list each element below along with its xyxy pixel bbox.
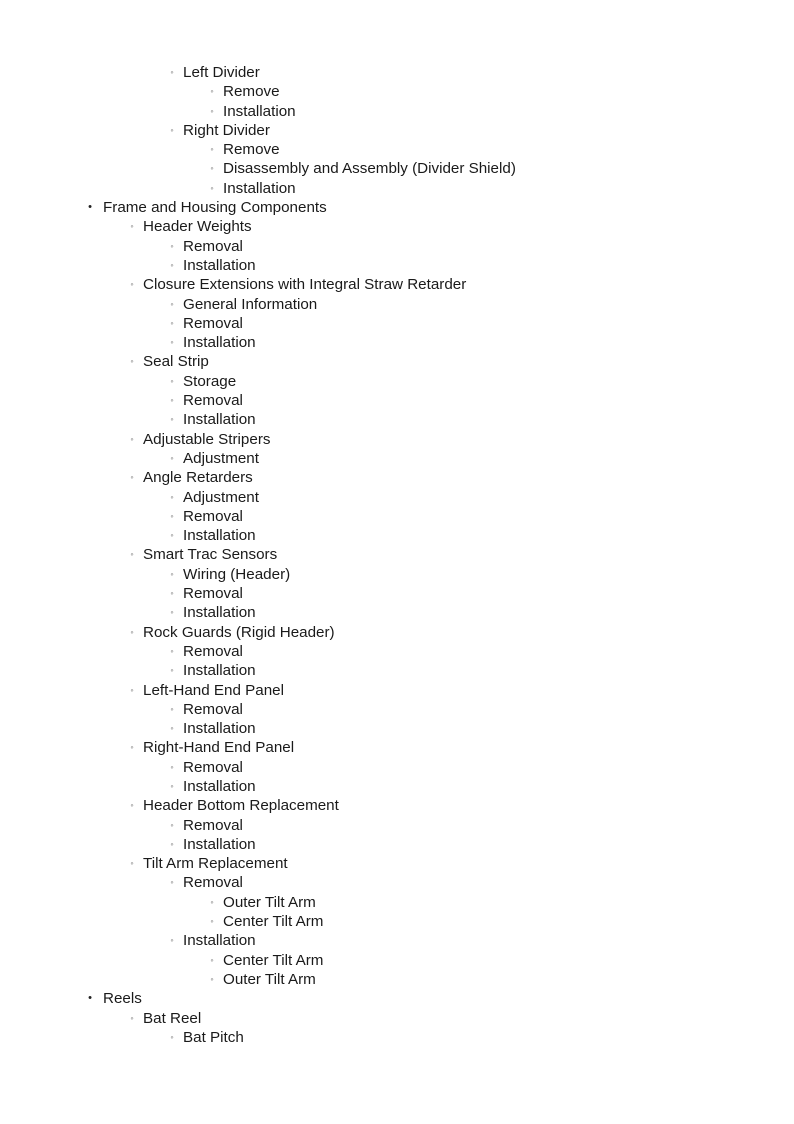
outline-item xyxy=(0,623,794,642)
outline-item-label: Installation xyxy=(183,777,256,795)
outline-item-label: Center Tilt Arm xyxy=(223,913,324,931)
outline-item xyxy=(0,256,794,275)
hollow-bullet-icon: ◦ xyxy=(170,665,174,676)
outline-item-label: Removal xyxy=(183,392,243,410)
outline-item xyxy=(0,816,794,835)
outline-item xyxy=(0,777,794,796)
hollow-bullet-icon: ◦ xyxy=(210,86,214,97)
outline-item xyxy=(0,951,794,970)
outline-item-label: Outer Tilt Arm xyxy=(223,970,316,988)
outline-item xyxy=(0,1009,794,1028)
outline-item xyxy=(0,333,794,352)
outline-item xyxy=(0,912,794,931)
outline-item xyxy=(0,835,794,854)
hollow-bullet-icon: ◦ xyxy=(170,935,174,946)
outline-item-label: Installation xyxy=(183,527,256,545)
outline-item xyxy=(0,63,794,82)
outline-item xyxy=(0,758,794,777)
hollow-bullet-icon: ◦ xyxy=(130,626,134,637)
hollow-bullet-icon: ◦ xyxy=(170,317,174,328)
hollow-bullet-icon: ◦ xyxy=(130,742,134,753)
outline-item-label: Closure Extensions with Integral Straw Retarder xyxy=(143,276,467,294)
hollow-bullet-icon: ◦ xyxy=(170,703,174,714)
outline-item-label: Removal xyxy=(183,642,243,660)
hollow-bullet-icon: ◦ xyxy=(170,819,174,830)
outline-item-label: Angle Retarders xyxy=(143,469,253,487)
outline-item-label: Removal xyxy=(183,700,243,718)
outline-item-label: General Information xyxy=(183,295,318,313)
hollow-bullet-icon: ◦ xyxy=(170,723,174,734)
outline-item xyxy=(0,796,794,815)
hollow-bullet-icon: ◦ xyxy=(210,144,214,155)
outline-item-label: Removal xyxy=(183,758,243,776)
outline-item-label: Wiring (Header) xyxy=(183,565,291,583)
outline-item-label: Right-Hand End Panel xyxy=(143,739,295,757)
hollow-bullet-icon: ◦ xyxy=(170,607,174,618)
outline-item xyxy=(0,430,794,449)
outline-item xyxy=(0,82,794,101)
outline-item xyxy=(0,642,794,661)
hollow-bullet-icon: ◦ xyxy=(170,877,174,888)
hollow-bullet-icon: ◦ xyxy=(170,452,174,463)
bullet-icon: • xyxy=(88,992,92,1005)
hollow-bullet-icon: ◦ xyxy=(210,973,214,984)
outline-item-label: Header Weights xyxy=(143,218,252,236)
outline-item xyxy=(0,545,794,564)
outline-item-label: Remove xyxy=(223,141,280,159)
outline-item xyxy=(0,217,794,236)
outline-item-label: Removal xyxy=(183,507,243,525)
outline-item xyxy=(0,738,794,757)
outline-item-label: Adjustable Stripers xyxy=(143,430,271,448)
outline-item xyxy=(0,970,794,989)
outline-item xyxy=(0,661,794,680)
outline-item-label: Tilt Arm Replacement xyxy=(143,855,288,873)
hollow-bullet-icon: ◦ xyxy=(170,375,174,386)
outline-item xyxy=(0,681,794,700)
outline-item-label: Adjustment xyxy=(183,488,259,506)
outline-item-label: Bat Pitch xyxy=(183,1028,244,1046)
outline-item xyxy=(0,410,794,429)
outline-item-label: Installation xyxy=(183,334,256,352)
outline-item xyxy=(0,179,794,198)
outline-item xyxy=(0,468,794,487)
outline-item-label: Bat Reel xyxy=(143,1009,202,1027)
outline-item-label: Header Bottom Replacement xyxy=(143,797,339,815)
outline-item xyxy=(0,854,794,873)
hollow-bullet-icon: ◦ xyxy=(170,645,174,656)
hollow-bullet-icon: ◦ xyxy=(170,588,174,599)
outline-item-label: Installation xyxy=(223,179,296,197)
hollow-bullet-icon: ◦ xyxy=(130,684,134,695)
outline-item xyxy=(0,526,794,545)
outline-item xyxy=(0,295,794,314)
outline-item xyxy=(0,372,794,391)
outline-item xyxy=(0,565,794,584)
outline-item xyxy=(0,873,794,892)
outline-item xyxy=(0,159,794,178)
outline-item xyxy=(0,275,794,294)
hollow-bullet-icon: ◦ xyxy=(170,838,174,849)
outline-item xyxy=(0,719,794,738)
outline-item xyxy=(0,603,794,622)
outline-item-label: Installation xyxy=(183,604,256,622)
outline-item-label: Removal xyxy=(183,237,243,255)
outline-item xyxy=(0,314,794,333)
hollow-bullet-icon: ◦ xyxy=(170,1031,174,1042)
outline-item xyxy=(0,931,794,950)
hollow-bullet-icon: ◦ xyxy=(170,337,174,348)
hollow-bullet-icon: ◦ xyxy=(170,491,174,502)
outline-item-label: Installation xyxy=(183,835,256,853)
hollow-bullet-icon: ◦ xyxy=(210,163,214,174)
hollow-bullet-icon: ◦ xyxy=(130,549,134,560)
hollow-bullet-icon: ◦ xyxy=(210,896,214,907)
outline-item-label: Installation xyxy=(183,932,256,950)
outline-item xyxy=(0,700,794,719)
outline-item-label: Installation xyxy=(223,102,296,120)
hollow-bullet-icon: ◦ xyxy=(130,472,134,483)
outline-item xyxy=(0,391,794,410)
hollow-bullet-icon: ◦ xyxy=(170,124,174,135)
outline-item xyxy=(0,1028,794,1047)
outline-item xyxy=(0,198,794,217)
hollow-bullet-icon: ◦ xyxy=(210,916,214,927)
outline-item xyxy=(0,893,794,912)
hollow-bullet-icon: ◦ xyxy=(210,954,214,965)
hollow-bullet-icon: ◦ xyxy=(130,279,134,290)
outline-item-label: Removal xyxy=(183,816,243,834)
hollow-bullet-icon: ◦ xyxy=(170,414,174,425)
bullet-icon: • xyxy=(88,201,92,214)
hollow-bullet-icon: ◦ xyxy=(130,858,134,869)
hollow-bullet-icon: ◦ xyxy=(170,240,174,251)
outline-item xyxy=(0,507,794,526)
outline-item xyxy=(0,121,794,140)
outline-item xyxy=(0,989,794,1008)
outline-item-label: Installation xyxy=(183,662,256,680)
outline-item-label: Installation xyxy=(183,256,256,274)
hollow-bullet-icon: ◦ xyxy=(130,1012,134,1023)
hollow-bullet-icon: ◦ xyxy=(170,259,174,270)
outline-item-label: Right Divider xyxy=(183,121,270,139)
outline-item-label: Installation xyxy=(183,720,256,738)
outline-item xyxy=(0,352,794,371)
hollow-bullet-icon: ◦ xyxy=(170,510,174,521)
outline-item-label: Rock Guards (Rigid Header) xyxy=(143,623,335,641)
hollow-bullet-icon: ◦ xyxy=(130,433,134,444)
hollow-bullet-icon: ◦ xyxy=(170,761,174,772)
outline-item-label: Outer Tilt Arm xyxy=(223,893,316,911)
outline-item-label: Storage xyxy=(183,372,237,390)
outline-item-label: Frame and Housing Components xyxy=(103,199,327,217)
outline-item-label: Left-Hand End Panel xyxy=(143,681,285,699)
outline-item xyxy=(0,237,794,256)
outline-item xyxy=(0,584,794,603)
outline-item-label: Remove xyxy=(223,83,280,101)
outline-item xyxy=(0,102,794,121)
hollow-bullet-icon: ◦ xyxy=(170,530,174,541)
hollow-bullet-icon: ◦ xyxy=(170,568,174,579)
outline-item-label: Smart Trac Sensors xyxy=(143,546,278,564)
outline-item xyxy=(0,488,794,507)
hollow-bullet-icon: ◦ xyxy=(130,800,134,811)
hollow-bullet-icon: ◦ xyxy=(170,298,174,309)
outline-item xyxy=(0,449,794,468)
hollow-bullet-icon: ◦ xyxy=(170,780,174,791)
outline-item-label: Disassembly and Assembly (Divider Shield) xyxy=(223,160,516,178)
outline-item-label: Removal xyxy=(183,585,243,603)
hollow-bullet-icon: ◦ xyxy=(170,67,174,77)
outline-item-label: Reels xyxy=(103,990,142,1008)
hollow-bullet-icon: ◦ xyxy=(210,105,214,116)
outline-item-label: Removal xyxy=(183,874,243,892)
hollow-bullet-icon: ◦ xyxy=(130,221,134,232)
outline-item-label: Removal xyxy=(183,314,243,332)
hollow-bullet-icon: ◦ xyxy=(170,395,174,406)
outline-item xyxy=(0,140,794,159)
outline-item-label: Adjustment xyxy=(183,449,259,467)
outline-item-label: Installation xyxy=(183,411,256,429)
hollow-bullet-icon: ◦ xyxy=(210,182,214,193)
outline-item-label: Center Tilt Arm xyxy=(223,951,324,969)
document-outline xyxy=(0,63,794,1047)
outline-item-label: Left Divider xyxy=(183,64,260,81)
hollow-bullet-icon: ◦ xyxy=(130,356,134,367)
outline-item-label: Seal Strip xyxy=(143,353,209,371)
